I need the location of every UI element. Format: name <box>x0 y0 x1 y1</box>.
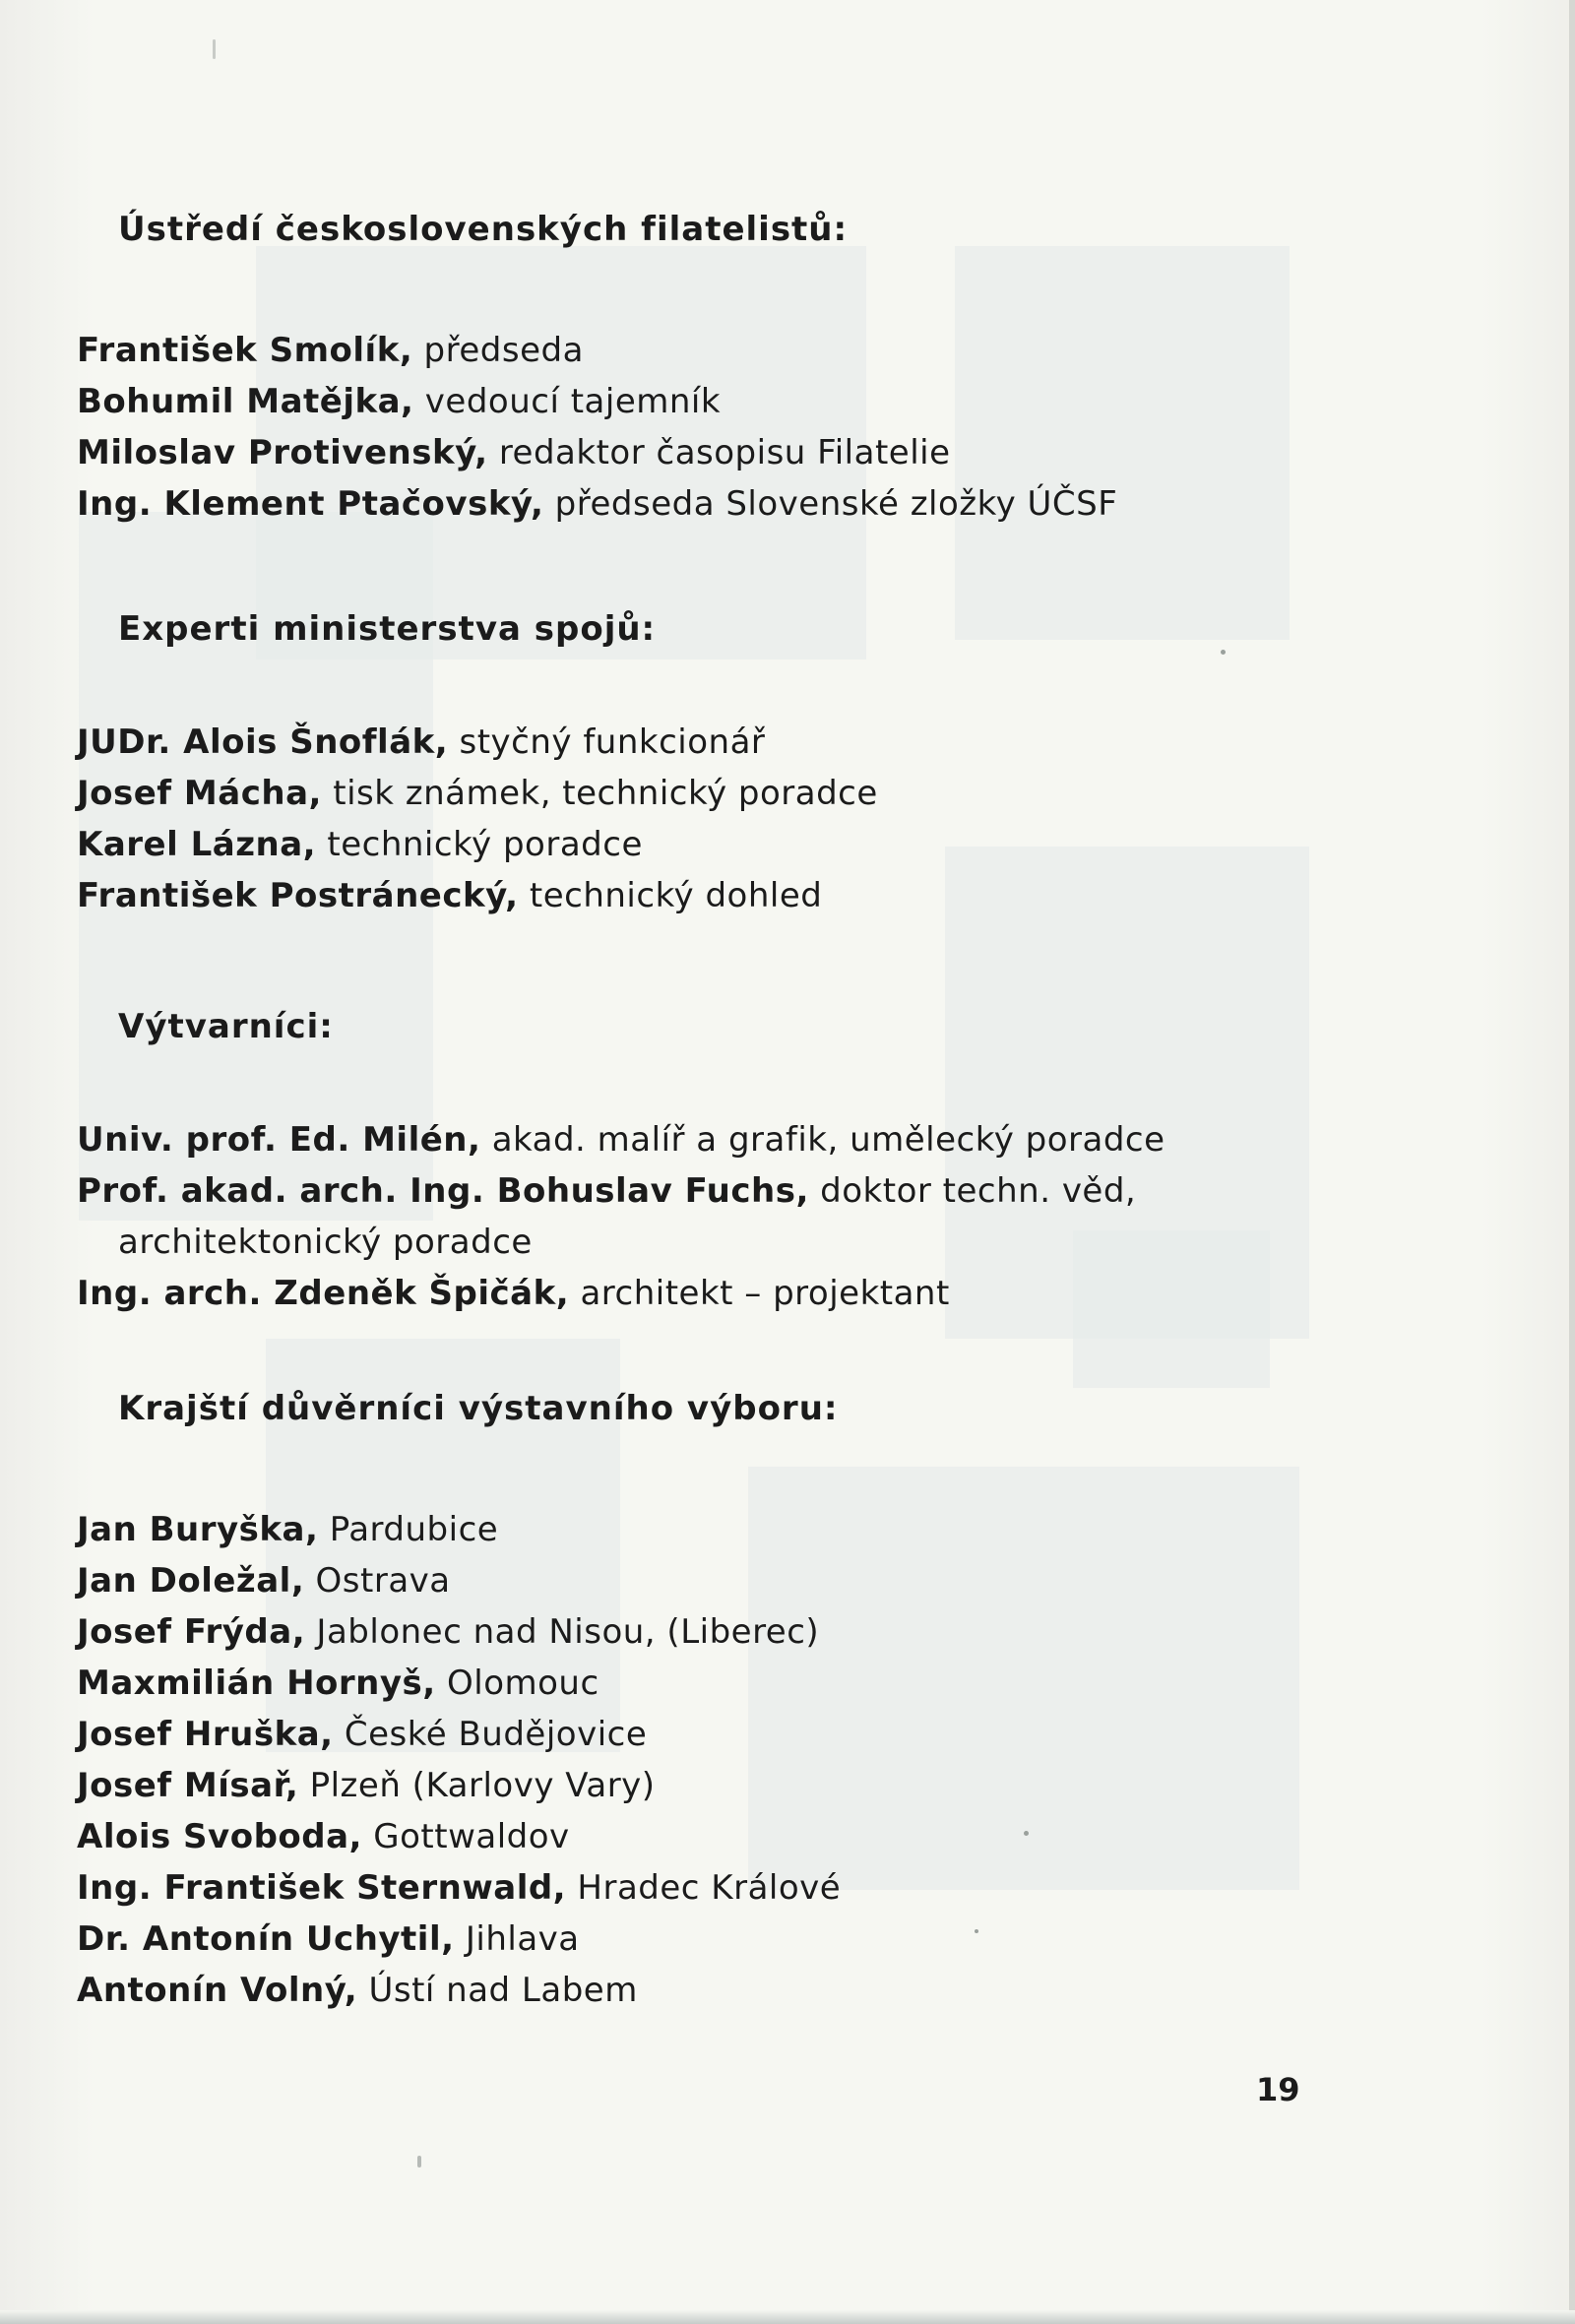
member-role: redaktor časopisu Filatelie <box>487 433 951 472</box>
member-name: Prof. akad. arch. Ing. Bohuslav Fuchs, <box>77 1171 809 1211</box>
member-city: Jablonec nad Nisou, (Liberec) <box>305 1612 820 1652</box>
list-item <box>77 478 1317 530</box>
member-role: tisk známek, technický poradce <box>321 774 878 813</box>
member-role: akad. malíř a grafik, umělecký poradce <box>480 1120 1166 1160</box>
member-name: Univ. prof. Ed. Milén, <box>77 1120 481 1160</box>
list-item <box>77 1709 1317 1760</box>
list-item <box>77 768 1317 819</box>
section-heading-experts: Experti ministerstva spojů: <box>118 609 657 649</box>
member-name: Karel Lázna, <box>77 825 317 864</box>
member-name: Antonín Volný, <box>77 1971 358 2010</box>
list-item <box>77 1504 1317 1555</box>
list-item <box>77 819 1317 870</box>
member-name: JUDr. Alois Šnoflák, <box>77 722 449 762</box>
member-name: Ing. František Sternwald, <box>77 1868 567 1908</box>
section-heading-artists: Výtvarníci: <box>118 1007 334 1046</box>
member-city: Gottwaldov <box>361 1817 570 1856</box>
list-item <box>77 427 1317 478</box>
member-name: Josef Mácha, <box>77 774 322 813</box>
member-city: Ústí nad Labem <box>357 1971 638 2010</box>
member-name: Jan Doležal, <box>77 1561 305 1601</box>
member-role: technický dohled <box>518 876 823 915</box>
member-name: Jan Buryška, <box>77 1510 319 1549</box>
member-name: František Postránecký, <box>77 876 519 915</box>
member-role: předseda <box>412 331 584 370</box>
list-item <box>77 717 1317 768</box>
member-city: Jihlava <box>454 1919 580 1959</box>
member-list-experts <box>77 717 1317 921</box>
list-item <box>77 1914 1317 1965</box>
member-name: Alois Svoboda, <box>77 1817 362 1856</box>
member-list-regional-trustees <box>77 1504 1317 2016</box>
page-number: 19 <box>1256 2071 1300 2108</box>
list-item <box>77 1965 1317 2016</box>
member-city: Olomouc <box>435 1664 599 1703</box>
list-item <box>77 1760 1317 1811</box>
list-item <box>77 1268 1317 1319</box>
list-item <box>77 376 1317 427</box>
list-item <box>77 1862 1317 1914</box>
member-name: Josef Hruška, <box>77 1715 334 1754</box>
member-role: vedoucí tajemník <box>413 382 722 421</box>
list-item <box>77 1555 1317 1606</box>
list-item <box>77 325 1317 376</box>
member-name: Bohumil Matějka, <box>77 382 414 421</box>
member-city: Hradec Králové <box>566 1868 842 1908</box>
member-name: Ing. Klement Ptačovský, <box>77 484 544 524</box>
list-item <box>77 1811 1317 1862</box>
member-city: České Budějovice <box>333 1715 648 1754</box>
member-role: technický poradce <box>316 825 643 864</box>
page-content <box>77 0 1317 2324</box>
member-list-artists <box>77 1114 1317 1319</box>
list-item <box>77 870 1317 921</box>
member-role: předseda Slovenské zložky ÚČSF <box>543 484 1118 524</box>
member-name: Josef Mísař, <box>77 1766 299 1805</box>
member-name: Ing. arch. Zdeněk Špičák, <box>77 1274 570 1313</box>
member-role: styčný funkcionář <box>448 722 766 762</box>
member-name: Miloslav Protivenský, <box>77 433 488 472</box>
list-item <box>77 1114 1317 1165</box>
list-item <box>77 1658 1317 1709</box>
member-list-ucsf <box>77 325 1317 530</box>
member-role: architekt – projektant <box>569 1274 950 1313</box>
member-name: František Smolík, <box>77 331 413 370</box>
list-item <box>77 1606 1317 1658</box>
page-edge <box>1569 0 1575 2324</box>
member-city: Ostrava <box>304 1561 451 1601</box>
member-name: Dr. Antonín Uchytil, <box>77 1919 455 1959</box>
member-name: Maxmilián Hornyš, <box>77 1664 436 1703</box>
member-city: Pardubice <box>318 1510 499 1549</box>
member-name: Josef Frýda, <box>77 1612 306 1652</box>
section-heading-ucsf: Ústředí československých filatelistů: <box>118 210 849 249</box>
list-item <box>77 1165 1317 1268</box>
section-heading-regional-trustees: Krajští důvěrníci výstavního výboru: <box>118 1389 839 1428</box>
member-city: Plzeň (Karlovy Vary) <box>298 1766 656 1805</box>
member-role: doktor techn. věd, architektonický poradce <box>118 1171 1137 1262</box>
